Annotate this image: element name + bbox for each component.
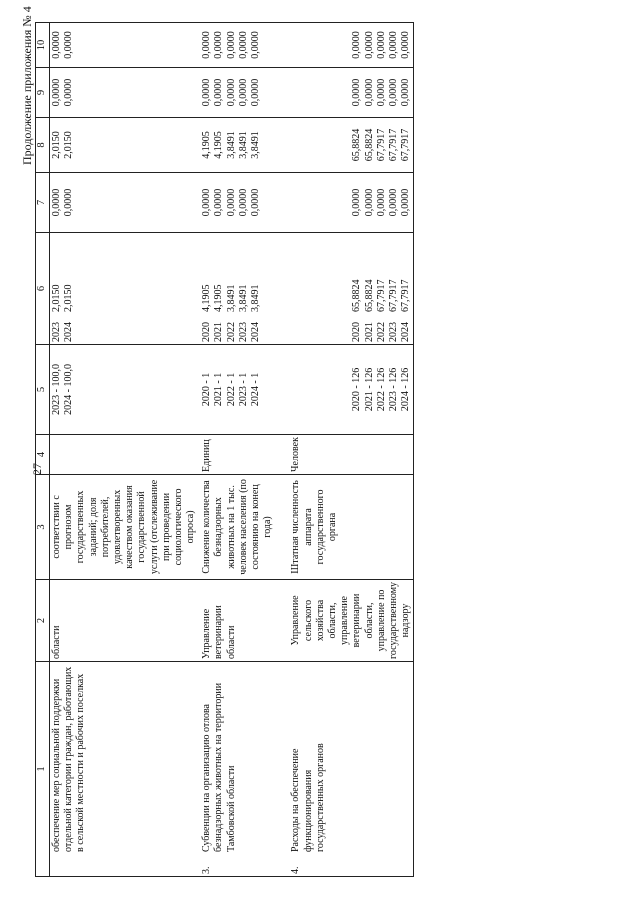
col-header: 6 [36, 232, 50, 344]
measure-description: Субвенции на организацию отлова безнадзорных животных на территории Тамбовской области [201, 682, 237, 852]
year: 2024 [63, 321, 75, 342]
amount: 0,0000 [51, 78, 62, 107]
amount: 0,0000 [375, 31, 387, 59]
amount: 67,7917 [387, 128, 399, 162]
indicator: Снижение количества безнадзорных животных на 1 тыс. человек населения (по состоянию на конец года) [201, 479, 274, 575]
amount: 65,8824 [363, 279, 375, 312]
amount: 0,0000 [237, 78, 249, 107]
amount: 0,0000 [363, 188, 375, 217]
year-amount-cell [50, 232, 199, 344]
amount: 0,0000 [237, 31, 249, 59]
amount: 0,0000 [213, 78, 225, 107]
amount: 0,0000 [51, 31, 62, 59]
measure-description: Расходы на обеспечение функционирования государственных органов [290, 743, 326, 852]
amount: 0,0000 [250, 78, 261, 107]
amount: 4,1905 [213, 284, 225, 312]
col-header: 9 [36, 67, 50, 117]
year: 2023 [51, 321, 62, 342]
indicator: Штатная численность аппарата государственного органа [290, 480, 338, 574]
amount: 0,0000 [387, 78, 399, 107]
amount: 3,8491 [225, 284, 237, 312]
executor: Управление сельского хозяйства области, управление ветеринарии области, управление по государственному надзору [290, 581, 412, 659]
amount: 67,7917 [387, 279, 399, 312]
indicator: соответствии с прогнозом государственных заданий; доля потребителей, удовлетворенных качеством оказания государственной услуги (отслеживание при проведении социологического опроса) [51, 479, 197, 575]
amount: 3,8491 [237, 131, 249, 159]
value: 2024 - 1 [250, 372, 261, 407]
amount: 0,0000 [201, 188, 213, 217]
amount: 67,7917 [400, 128, 412, 162]
amount: 65,8824 [363, 128, 375, 162]
col-header: 8 [36, 117, 50, 172]
amount: 2,0150 [51, 284, 62, 312]
year: 2020 [201, 321, 213, 342]
amount: 0,0000 [400, 31, 412, 59]
year: 2024 [400, 321, 412, 342]
amount: 67,7917 [375, 128, 387, 162]
continuation-caption: Продолжение приложения № 4 [20, 6, 34, 165]
value: 2022 - 1 [225, 372, 237, 407]
table-row [50, 22, 199, 876]
year: 2023 [387, 321, 399, 342]
indicator-values [50, 344, 199, 434]
amount: 3,8491 [250, 131, 261, 159]
amount: 65,8824 [351, 128, 363, 162]
amount: 0,0000 [63, 78, 75, 107]
table-row [289, 22, 413, 876]
column-number-row [36, 22, 50, 876]
unit: Человек [290, 437, 302, 472]
amount: 0,0000 [363, 78, 375, 107]
amount: 0,0000 [63, 188, 75, 217]
year: 2021 [363, 321, 375, 342]
value: 2024 - 100,0 [63, 364, 75, 415]
amount: 4,1905 [201, 284, 213, 312]
amount: 4,1905 [213, 131, 225, 159]
amount: 0,0000 [387, 31, 399, 59]
amount: 0,0000 [375, 188, 387, 217]
amount: 3,8491 [237, 284, 249, 312]
year: 2024 [250, 321, 261, 342]
indicator-values [289, 344, 413, 434]
amount: 0,0000 [387, 188, 399, 217]
measure-description: обеспечение мер социальной поддержки отдельной категории граждан, работающих в сельской местности и рабочих поселках [51, 666, 87, 852]
col-header: 2 [36, 579, 50, 661]
amount: 0,0000 [250, 188, 261, 217]
amount: 2,0150 [63, 284, 75, 312]
col-header: 3 [36, 474, 50, 579]
value: 2021 - 126 [363, 367, 375, 412]
year-amount-cell [289, 232, 413, 344]
amount: 0,0000 [351, 188, 363, 217]
amount: 2,0150 [51, 131, 62, 159]
amount: 67,7917 [400, 279, 412, 312]
unit: Единиц [201, 439, 213, 472]
amount: 0,0000 [351, 31, 363, 59]
value: 2020 - 126 [351, 367, 363, 412]
year: 2022 [225, 321, 237, 342]
indicator-values [200, 344, 275, 434]
value: 2024 - 126 [400, 367, 412, 412]
col-header: 4 [36, 434, 50, 474]
year: 2021 [213, 321, 225, 342]
value: 2022 - 126 [375, 367, 387, 412]
col-header: 10 [36, 22, 50, 67]
value: 2023 - 126 [387, 367, 399, 412]
amount: 67,7917 [375, 279, 387, 312]
value: 2021 - 1 [213, 372, 225, 407]
page-number: 27 [30, 463, 44, 475]
amount: 4,1905 [201, 131, 213, 159]
amount: 0,0000 [201, 31, 213, 59]
table-row [200, 22, 275, 876]
amount: 0,0000 [201, 78, 213, 107]
amount: 0,0000 [225, 188, 237, 217]
col-header: 5 [36, 344, 50, 434]
amount: 0,0000 [213, 31, 225, 59]
row-number: 4. [290, 866, 302, 874]
amount: 3,8491 [250, 284, 261, 312]
program-table [35, 22, 414, 877]
value: 2023 - 100,0 [51, 364, 62, 415]
amount: 0,0000 [213, 188, 225, 217]
amount: 0,0000 [400, 78, 412, 107]
amount: 0,0000 [63, 31, 75, 59]
amount: 65,8824 [351, 279, 363, 312]
executor: области [51, 625, 62, 659]
executor: Управление ветеринарии области [201, 605, 237, 659]
year-amount-cell [200, 232, 275, 344]
amount: 0,0000 [363, 31, 375, 59]
amount: 2,0150 [63, 131, 75, 159]
col-header: 1 [36, 662, 50, 877]
year: 2020 [351, 321, 363, 342]
amount: 0,0000 [225, 31, 237, 59]
amount: 0,0000 [400, 188, 412, 217]
value: 2023 - 1 [237, 372, 249, 407]
year: 2022 [375, 321, 387, 342]
amount: 0,0000 [225, 78, 237, 107]
row-number: 3. [201, 866, 213, 874]
amount: 0,0000 [250, 31, 261, 59]
col-header: 7 [36, 172, 50, 232]
amount: 0,0000 [375, 78, 387, 107]
value: 2020 - 1 [201, 372, 213, 407]
amount: 3,8491 [225, 131, 237, 159]
year: 2023 [237, 321, 249, 342]
amount: 0,0000 [51, 188, 62, 217]
amount: 0,0000 [237, 188, 249, 217]
amount: 0,0000 [351, 78, 363, 107]
